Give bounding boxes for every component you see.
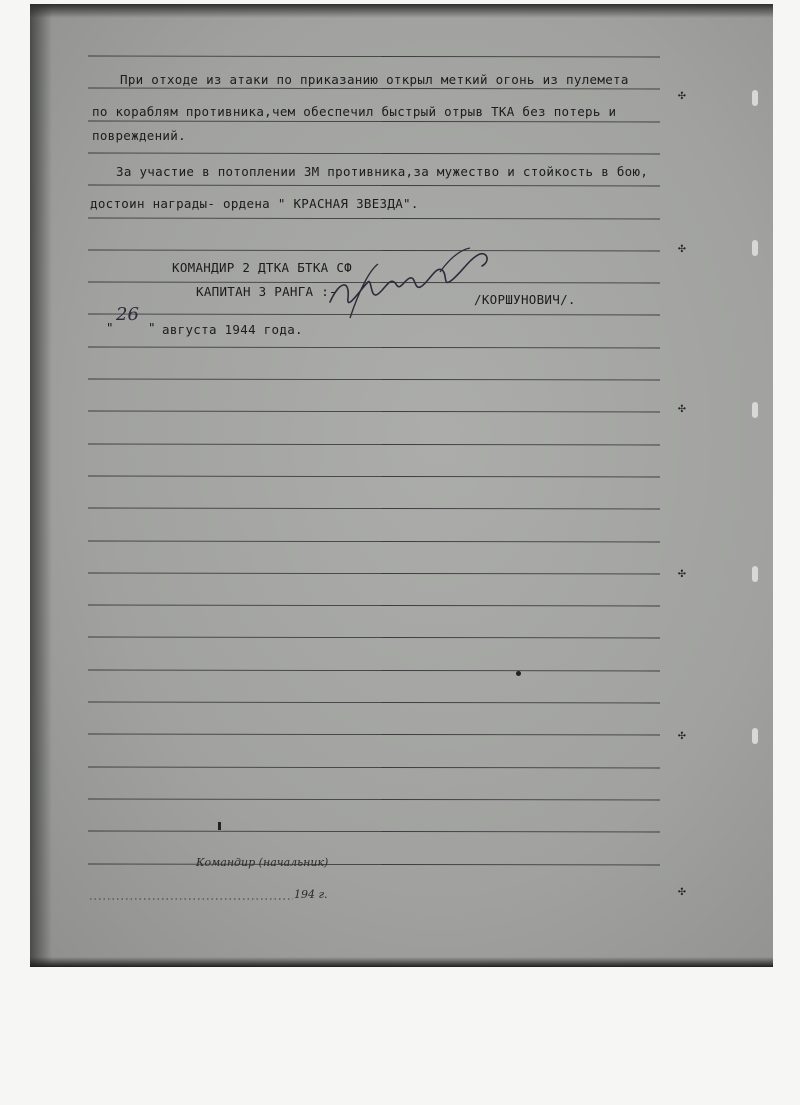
ruled-line <box>88 476 660 477</box>
footer-commander-title: Командир (начальник) <box>196 856 329 869</box>
ruled-line <box>88 508 660 509</box>
ruled-line <box>88 605 660 606</box>
body-line-2: по кораблям противника,чем обеспечил быстрый отрыв ТКА без потерь и <box>92 104 617 119</box>
ruled-line <box>88 411 660 412</box>
ruled-line <box>88 56 660 57</box>
hole-mark-icon: ✣ <box>678 241 686 256</box>
ruled-line <box>88 218 660 219</box>
ruled-line <box>88 153 660 154</box>
ruled-line <box>88 379 660 380</box>
body-line-5: достоин награды- ордена " КРАСНАЯ ЗВЕЗДА". <box>90 196 419 211</box>
footer-date-line: 194 г. <box>294 888 328 901</box>
punch-hole-icon <box>752 402 758 418</box>
signature-rank-line: КАПИТАН 3 РАНГА :- <box>196 284 337 299</box>
ruled-line <box>88 767 660 768</box>
punch-hole-icon <box>752 90 758 106</box>
ruled-line <box>88 702 660 703</box>
date-open-quote: " <box>106 320 114 335</box>
ruled-line <box>88 88 660 89</box>
ruled-line <box>88 831 660 832</box>
ruled-line <box>88 799 660 800</box>
hole-mark-icon: ✣ <box>678 884 686 899</box>
ruled-line <box>88 185 660 186</box>
ink-speck <box>516 671 521 676</box>
handwritten-signature <box>320 240 500 320</box>
body-line-4: За участие в потоплении ЗМ противника,за мужество и стойкость в бою, <box>116 164 649 179</box>
ink-speck <box>218 822 221 830</box>
ruled-line <box>88 637 660 638</box>
ruled-line <box>88 121 660 122</box>
ruled-line <box>88 541 660 542</box>
hole-mark-icon: ✣ <box>678 728 686 743</box>
punch-hole-icon <box>752 728 758 744</box>
hole-mark-icon: ✣ <box>678 401 686 416</box>
punch-hole-icon <box>752 240 758 256</box>
footer-dotted-line <box>90 897 295 901</box>
ruled-line <box>88 444 660 445</box>
document-page <box>30 4 773 967</box>
date-rest: августа 1944 года. <box>162 322 303 337</box>
body-line-3: повреждений. <box>92 128 186 143</box>
ruled-lines <box>30 4 773 967</box>
signature-name: /КОРШУНОВИЧ/. <box>474 292 576 307</box>
hole-mark-icon: ✣ <box>678 88 686 103</box>
hole-mark-icon: ✣ <box>678 566 686 581</box>
body-line-1: При отходе из атаки по приказанию открыл меткий огонь из пулемета <box>120 72 629 87</box>
signature-title-line: КОМАНДИР 2 ДТКА БТКА СФ <box>172 260 352 275</box>
ruled-line <box>88 734 660 735</box>
ruled-line <box>88 573 660 574</box>
date-close-quote: " <box>148 320 156 335</box>
punch-hole-icon <box>752 566 758 582</box>
ruled-line <box>88 670 660 671</box>
ruled-line <box>88 864 660 865</box>
ruled-line <box>88 347 660 348</box>
date-day-handwritten: 26 <box>116 304 139 325</box>
